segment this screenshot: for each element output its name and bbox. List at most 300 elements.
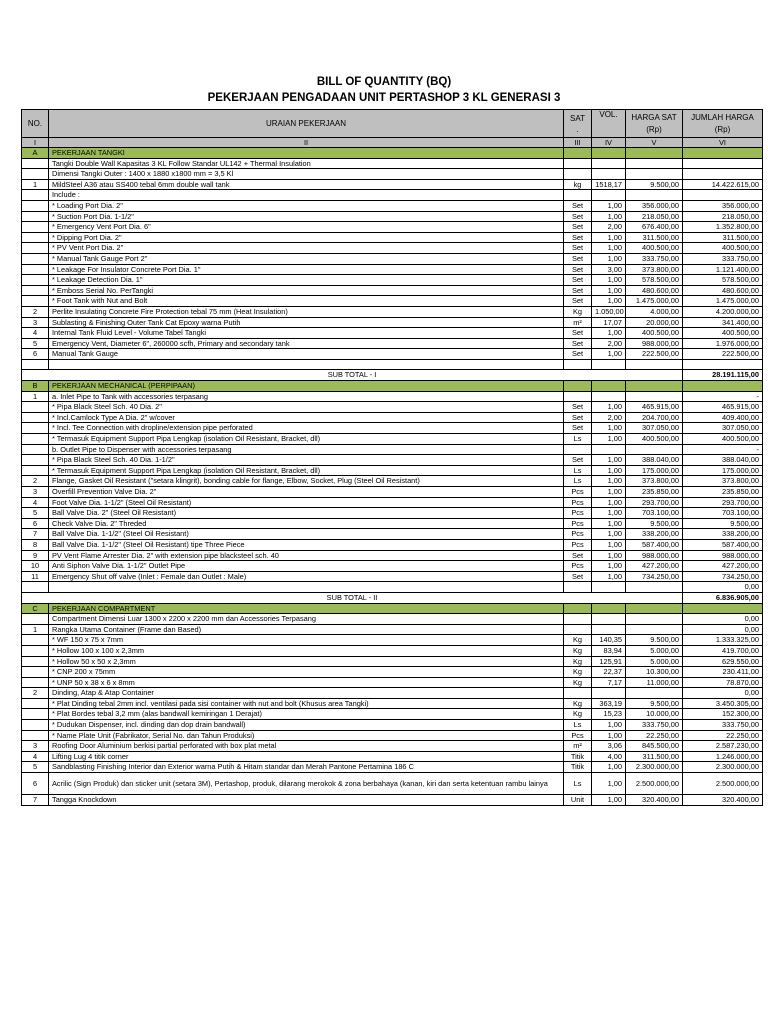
item-row: [22, 508, 763, 519]
item-row: [22, 232, 763, 243]
item-row: [22, 306, 763, 317]
item-no: [22, 455, 49, 466]
item-total-price: 1.121.400,00: [683, 264, 763, 275]
item-total-price: 356.000,00: [683, 200, 763, 211]
item-row: [22, 285, 763, 296]
item-row: [22, 720, 763, 731]
item-unit-price: 20.000,00: [626, 317, 683, 328]
item-unit-price: 320.400,00: [626, 795, 683, 806]
item-unit: [564, 688, 592, 699]
item-unit-price: 175.000,00: [626, 465, 683, 476]
item-row: [22, 698, 763, 709]
item-description: * Manual Tank Gauge Port 2": [49, 253, 564, 264]
item-unit-price: 293.700,00: [626, 497, 683, 508]
item-row: [22, 550, 763, 561]
item-no: [22, 158, 49, 169]
item-total-price: 0,00: [683, 582, 763, 593]
item-volume: 1,00: [592, 476, 626, 487]
item-row: [22, 243, 763, 254]
item-unit-price: 587.400,00: [626, 539, 683, 550]
item-unit-price: 988.000,00: [626, 338, 683, 349]
item-description: * Termasuk Equipment Support Pipa Lengkap (isolation Oil Resistant, Bracket, dll): [49, 434, 564, 445]
item-total-price: 341.400,00: [683, 317, 763, 328]
item-volume: [592, 190, 626, 201]
item-volume: 17,07: [592, 317, 626, 328]
roman-col-1: I: [22, 138, 49, 148]
item-unit-price: 988.000,00: [626, 550, 683, 561]
item-unit-price: [626, 582, 683, 593]
item-unit: Pcs: [564, 539, 592, 550]
item-unit: Ls: [564, 465, 592, 476]
item-unit: kg: [564, 179, 592, 190]
item-total-price: 338.200,00: [683, 529, 763, 540]
item-description: * Dudukan Dispenser, incl. dinding dan dop drain bandwall): [49, 720, 564, 731]
roman-col-2: II: [49, 138, 564, 148]
item-description: [49, 582, 564, 593]
item-no: 5: [22, 508, 49, 519]
item-unit: Ls: [564, 476, 592, 487]
item-unit-price: 4.000,00: [626, 306, 683, 317]
item-total-price: 2.587.230,00: [683, 741, 763, 752]
item-volume: 1,00: [592, 518, 626, 529]
item-row: [22, 317, 763, 328]
item-volume: 1,00: [592, 402, 626, 413]
item-volume: 1.050,00: [592, 306, 626, 317]
item-description: Tangki Double Wall Kapasitas 3 KL Follow Standar UL142 + Thermal Insulation: [49, 158, 564, 169]
item-unit: Kg: [564, 635, 592, 646]
item-total-price: 218.050,00: [683, 211, 763, 222]
item-total-price: 734.250,00: [683, 571, 763, 582]
item-no: [22, 222, 49, 233]
item-row: [22, 211, 763, 222]
item-description: * WF 150 x 75 x 7mm: [49, 635, 564, 646]
item-volume: 3,00: [592, 264, 626, 275]
item-description: * Plat Dinding tebal 2mm incl. ventilasi pada sisi container with nut and bolt (Khusus area Tangki): [49, 698, 564, 709]
item-unit: Pcs: [564, 497, 592, 508]
item-row: [22, 582, 763, 593]
document-title: BILL OF QUANTITY (BQ): [316, 76, 452, 88]
item-row: [22, 645, 763, 656]
item-unit: Set: [564, 455, 592, 466]
item-total-price: 22.250,00: [683, 730, 763, 741]
section-sat: [564, 603, 592, 614]
item-no: [22, 232, 49, 243]
item-unit: [564, 624, 592, 635]
item-volume: 15,23: [592, 709, 626, 720]
item-unit: Pcs: [564, 518, 592, 529]
section-harga: [626, 603, 683, 614]
item-description: Sandblasting Finishing Interior dan Exterior warna Putih & Hitam standar dan Merah Pantone Pertamina 186 C: [49, 762, 564, 773]
item-total-price: 175.000,00: [683, 465, 763, 476]
item-row: [22, 497, 763, 508]
item-total-price: 1.976.000,00: [683, 338, 763, 349]
item-unit: Set: [564, 243, 592, 254]
item-unit-price: 9.500,00: [626, 698, 683, 709]
subtotal-row: [22, 592, 763, 603]
item-row: [22, 222, 763, 233]
item-no: [22, 243, 49, 254]
item-unit-price: 465.915,00: [626, 402, 683, 413]
item-unit-price: 703.100,00: [626, 508, 683, 519]
item-volume: 2,00: [592, 412, 626, 423]
blank-cell: [22, 359, 49, 370]
item-unit: Set: [564, 296, 592, 307]
item-row: [22, 434, 763, 445]
item-description: Compartment Dimensi Luar 1300 x 2200 x 2200 mm dan Accessories Terpasang: [49, 614, 564, 625]
item-unit: [564, 391, 592, 402]
item-unit-price: 845.500,00: [626, 741, 683, 752]
item-total-price: 1.475.000,00: [683, 296, 763, 307]
item-unit-price: [626, 391, 683, 402]
item-no: 6: [22, 349, 49, 360]
item-unit-price: 734.250,00: [626, 571, 683, 582]
item-description: * Leakage For Insulator Concrete Port Dia. 1": [49, 264, 564, 275]
item-total-price: 311.500,00: [683, 232, 763, 243]
item-row: [22, 402, 763, 413]
item-no: [22, 730, 49, 741]
item-no: [22, 434, 49, 445]
item-description: * Dipping Port Dia. 2": [49, 232, 564, 243]
item-description: * Pipa Black Steel Sch. 40 Dia. 1-1/2": [49, 455, 564, 466]
item-unit: Pcs: [564, 529, 592, 540]
section-vol: [592, 148, 626, 159]
item-no: [22, 698, 49, 709]
item-no: 3: [22, 317, 49, 328]
item-volume: 7,17: [592, 677, 626, 688]
item-no: 1: [22, 624, 49, 635]
item-volume: 1,00: [592, 465, 626, 476]
item-unit: Set: [564, 211, 592, 222]
item-unit-price: 22.250,00: [626, 730, 683, 741]
item-total-price: 400.500,00: [683, 243, 763, 254]
item-no: 8: [22, 539, 49, 550]
item-total-price: 4.200.000,00: [683, 306, 763, 317]
item-no: [22, 285, 49, 296]
item-no: 5: [22, 762, 49, 773]
item-row: [22, 296, 763, 307]
item-unit-price: 427.200,00: [626, 561, 683, 572]
item-row: [22, 391, 763, 402]
item-unit: Kg: [564, 667, 592, 678]
item-row: [22, 444, 763, 455]
blank-cell: [626, 359, 683, 370]
item-no: 4: [22, 497, 49, 508]
item-total-price: 3.450.305,00: [683, 698, 763, 709]
item-unit: Titik: [564, 751, 592, 762]
item-unit: Set: [564, 264, 592, 275]
item-volume: 1,00: [592, 561, 626, 572]
item-description: * Leakage Detection Dia. 1": [49, 275, 564, 286]
item-row: [22, 751, 763, 762]
item-unit-price: 388.040,00: [626, 455, 683, 466]
bq-table: [21, 109, 763, 806]
item-volume: 1,00: [592, 275, 626, 286]
item-unit-price: 333.750,00: [626, 720, 683, 731]
item-no: 5: [22, 338, 49, 349]
item-unit-price: 373.800,00: [626, 476, 683, 487]
item-unit: Set: [564, 275, 592, 286]
item-no: [22, 667, 49, 678]
item-unit: Pcs: [564, 730, 592, 741]
item-unit-price: 9.500,00: [626, 635, 683, 646]
item-volume: 1,00: [592, 243, 626, 254]
item-unit: m²: [564, 317, 592, 328]
item-unit: Set: [564, 550, 592, 561]
item-unit: Ls: [564, 773, 592, 795]
item-total-price: 0,00: [683, 624, 763, 635]
item-total-price: 235.850,00: [683, 487, 763, 498]
item-row: [22, 730, 763, 741]
item-volume: 1,00: [592, 200, 626, 211]
item-unit-price: [626, 624, 683, 635]
item-volume: 83,94: [592, 645, 626, 656]
item-no: 1: [22, 179, 49, 190]
item-no: [22, 211, 49, 222]
item-description: * Suction Port Dia. 1-1/2": [49, 211, 564, 222]
item-unit-price: 10.300,00: [626, 667, 683, 678]
item-volume: [592, 391, 626, 402]
item-unit-price: 311.500,00: [626, 232, 683, 243]
item-description: Anti Siphon Valve Dia. 1-1/2" Outlet Pipe: [49, 561, 564, 572]
item-total-price: [683, 190, 763, 201]
item-unit-price: [626, 688, 683, 699]
item-total-price: 388.040,00: [683, 455, 763, 466]
item-row: [22, 667, 763, 678]
blank-cell: [592, 359, 626, 370]
item-unit-price: 11.000,00: [626, 677, 683, 688]
item-unit: Pcs: [564, 508, 592, 519]
item-volume: 1,00: [592, 487, 626, 498]
item-description: Internal Tank Fluid Level - Volume Tabel Tangki: [49, 328, 564, 339]
blank-row: [22, 359, 763, 370]
item-row: [22, 656, 763, 667]
item-unit: Set: [564, 232, 592, 243]
item-unit-price: 480.600,00: [626, 285, 683, 296]
item-unit: m²: [564, 741, 592, 752]
item-no: [22, 635, 49, 646]
section-sat: [564, 148, 592, 159]
item-description: Ball Valve Dia. 1-1/2" (Steel Oil Resistant): [49, 529, 564, 540]
item-unit-price: 400.500,00: [626, 243, 683, 254]
item-volume: 1,00: [592, 550, 626, 561]
item-unit: Titik: [564, 762, 592, 773]
item-no: [22, 412, 49, 423]
section-jumlah: [683, 603, 763, 614]
item-description: Foot Valve Dia. 1-1/2" (Steel Oil Resistant): [49, 497, 564, 508]
item-row: [22, 762, 763, 773]
item-unit: Set: [564, 423, 592, 434]
item-description: Tangga Knockdown: [49, 795, 564, 806]
subtotal-value: 28.191.115,00: [683, 370, 763, 381]
section-row: [22, 381, 763, 392]
item-unit-price: 204.700,00: [626, 412, 683, 423]
item-unit-price: 676.400,00: [626, 222, 683, 233]
item-row: [22, 455, 763, 466]
item-total-price: 152.300,00: [683, 709, 763, 720]
item-volume: 1,00: [592, 253, 626, 264]
item-description: * Foot Tank with Nut and Bolt: [49, 296, 564, 307]
item-no: 2: [22, 306, 49, 317]
item-volume: 1,00: [592, 328, 626, 339]
item-total-price: 0,00: [683, 688, 763, 699]
item-volume: 2,00: [592, 338, 626, 349]
item-total-price: 465.915,00: [683, 402, 763, 413]
header-jumlah-harga: JUMLAH HARGA (Rp): [683, 110, 763, 138]
item-unit-price: 338.200,00: [626, 529, 683, 540]
item-unit-price: 2.500.000,00: [626, 773, 683, 795]
item-unit-price: 9.500,00: [626, 179, 683, 190]
item-unit-price: 5.000,00: [626, 645, 683, 656]
item-unit: Set: [564, 338, 592, 349]
item-description: PV Vent Flame Arrester Dia. 2" with extension pipe blacksteel sch. 40: [49, 550, 564, 561]
item-total-price: 988.000,00: [683, 550, 763, 561]
item-row: [22, 349, 763, 360]
item-unit-price: 218.050,00: [626, 211, 683, 222]
item-description: * UNP 50 x 38 x 6 x 8mm: [49, 677, 564, 688]
item-volume: [592, 444, 626, 455]
item-total-price: 14.422.615,00: [683, 179, 763, 190]
item-total-price: 1.246.000,00: [683, 751, 763, 762]
item-unit: Kg: [564, 698, 592, 709]
item-volume: 1,00: [592, 571, 626, 582]
item-description: Ball Valve Dia. 1-1/2" (Steel Oil Resistant) tipe Three Piece: [49, 539, 564, 550]
item-row: [22, 487, 763, 498]
item-unit-price: 311.500,00: [626, 751, 683, 762]
blank-cell: [564, 359, 592, 370]
item-no: 3: [22, 741, 49, 752]
item-unit: Set: [564, 285, 592, 296]
section-title: PEKERJAAN TANGKI: [49, 148, 564, 159]
item-volume: 1,00: [592, 232, 626, 243]
item-unit: Ls: [564, 720, 592, 731]
item-unit-price: 222.500,00: [626, 349, 683, 360]
section-jumlah: [683, 381, 763, 392]
item-description: Rangka Utama Container (Frame dan Based): [49, 624, 564, 635]
item-description: * Emergency Vent Port Dia. 6": [49, 222, 564, 233]
item-volume: [592, 688, 626, 699]
item-row: [22, 688, 763, 699]
item-unit: Ls: [564, 434, 592, 445]
item-no: [22, 444, 49, 455]
item-volume: 1,00: [592, 349, 626, 360]
item-row: [22, 264, 763, 275]
subtotal-row: [22, 370, 763, 381]
section-title: PEKERJAAN MECHANICAL (PERPIPAAN): [49, 381, 564, 392]
item-no: 6: [22, 518, 49, 529]
item-no: [22, 465, 49, 476]
item-description: Lifting Lug 4 titik corner: [49, 751, 564, 762]
subtotal-label: SUB TOTAL - II: [22, 592, 683, 603]
item-total-price: 373.800,00: [683, 476, 763, 487]
item-volume: 125,91: [592, 656, 626, 667]
section-vol: [592, 381, 626, 392]
item-description: * Pipa Black Steel Sch. 40 Dia. 2": [49, 402, 564, 413]
roman-col-5: V: [626, 138, 683, 148]
item-no: [22, 169, 49, 180]
document-subtitle: PEKERJAAN PENGADAAN UNIT PERTASHOP 3 KL GENERASI 3: [207, 92, 561, 104]
item-unit: [564, 444, 592, 455]
header-no: NO.: [22, 110, 49, 138]
item-unit: Set: [564, 571, 592, 582]
item-no: [22, 582, 49, 593]
item-row: [22, 169, 763, 180]
item-description: * Hollow 50 x 50 x 2,3mm: [49, 656, 564, 667]
item-description: * Hollow 100 x 100 x 2,3mm: [49, 645, 564, 656]
item-description: * Emboss Serial No. PerTangki: [49, 285, 564, 296]
item-description: Roofing Door Aluminium berkisi partial perforated with box plat metal: [49, 741, 564, 752]
item-no: 4: [22, 328, 49, 339]
section-sat: [564, 381, 592, 392]
roman-col-4: IV: [592, 138, 626, 148]
item-description: Manual Tank Gauge: [49, 349, 564, 360]
item-row: [22, 624, 763, 635]
item-total-price: 333.750,00: [683, 720, 763, 731]
item-total-price: [683, 158, 763, 169]
item-volume: 1518,17: [592, 179, 626, 190]
item-description: Overfill Prevention Valve Dia. 2": [49, 487, 564, 498]
blank-cell: [683, 359, 763, 370]
section-vol: [592, 603, 626, 614]
item-unit-price: 578.500,00: [626, 275, 683, 286]
header-sat: SAT .: [564, 110, 592, 138]
item-total-price: [683, 169, 763, 180]
item-total-price: 703.100,00: [683, 508, 763, 519]
item-unit-price: 2.300.000,00: [626, 762, 683, 773]
item-unit: [564, 582, 592, 593]
item-volume: 1,00: [592, 539, 626, 550]
item-unit: Set: [564, 328, 592, 339]
item-volume: 1,00: [592, 773, 626, 795]
section-jumlah: [683, 148, 763, 159]
item-volume: 1,00: [592, 497, 626, 508]
item-unit-price: [626, 614, 683, 625]
subtotal-label: SUB TOTAL - I: [22, 370, 683, 381]
item-volume: 1,00: [592, 529, 626, 540]
item-description: Emergency Vent, Diameter 6", 260000 scfh, Primary and secondary tank: [49, 338, 564, 349]
item-total-price: 1.333.325,00: [683, 635, 763, 646]
item-unit-price: 5.000,00: [626, 656, 683, 667]
item-no: [22, 645, 49, 656]
item-description: * Incl. Tee Connection with dropline/extension pipe perforated: [49, 423, 564, 434]
item-unit: Set: [564, 253, 592, 264]
item-unit: Kg: [564, 306, 592, 317]
item-description: Sublasting & Finishing Outer Tank Cat Epoxy warna Putih: [49, 317, 564, 328]
item-volume: [592, 169, 626, 180]
item-unit-price: [626, 169, 683, 180]
item-description: Ball Valve Dia. 2" (Steel Oil Resistant): [49, 508, 564, 519]
item-no: [22, 264, 49, 275]
item-row: [22, 253, 763, 264]
item-unit: Set: [564, 402, 592, 413]
item-volume: 1,00: [592, 720, 626, 731]
item-no: 11: [22, 571, 49, 582]
item-volume: [592, 624, 626, 635]
item-unit: Set: [564, 200, 592, 211]
item-unit-price: 9.500,00: [626, 518, 683, 529]
item-row: [22, 677, 763, 688]
item-unit: Set: [564, 349, 592, 360]
item-description: Dinding, Atap & Atap Container: [49, 688, 564, 699]
item-total-price: 587.400,00: [683, 539, 763, 550]
item-description: a. Inlet Pipe to Tank with accessories terpasang: [49, 391, 564, 402]
item-total-price: 400.500,00: [683, 434, 763, 445]
item-total-price: 320.400,00: [683, 795, 763, 806]
item-total-price: -: [683, 391, 763, 402]
item-unit-price: 1.475.000,00: [626, 296, 683, 307]
item-no: [22, 402, 49, 413]
item-total-price: 0,00: [683, 614, 763, 625]
item-description: Emergency Shut off valve (Inlet : Female dan Outlet : Male): [49, 571, 564, 582]
